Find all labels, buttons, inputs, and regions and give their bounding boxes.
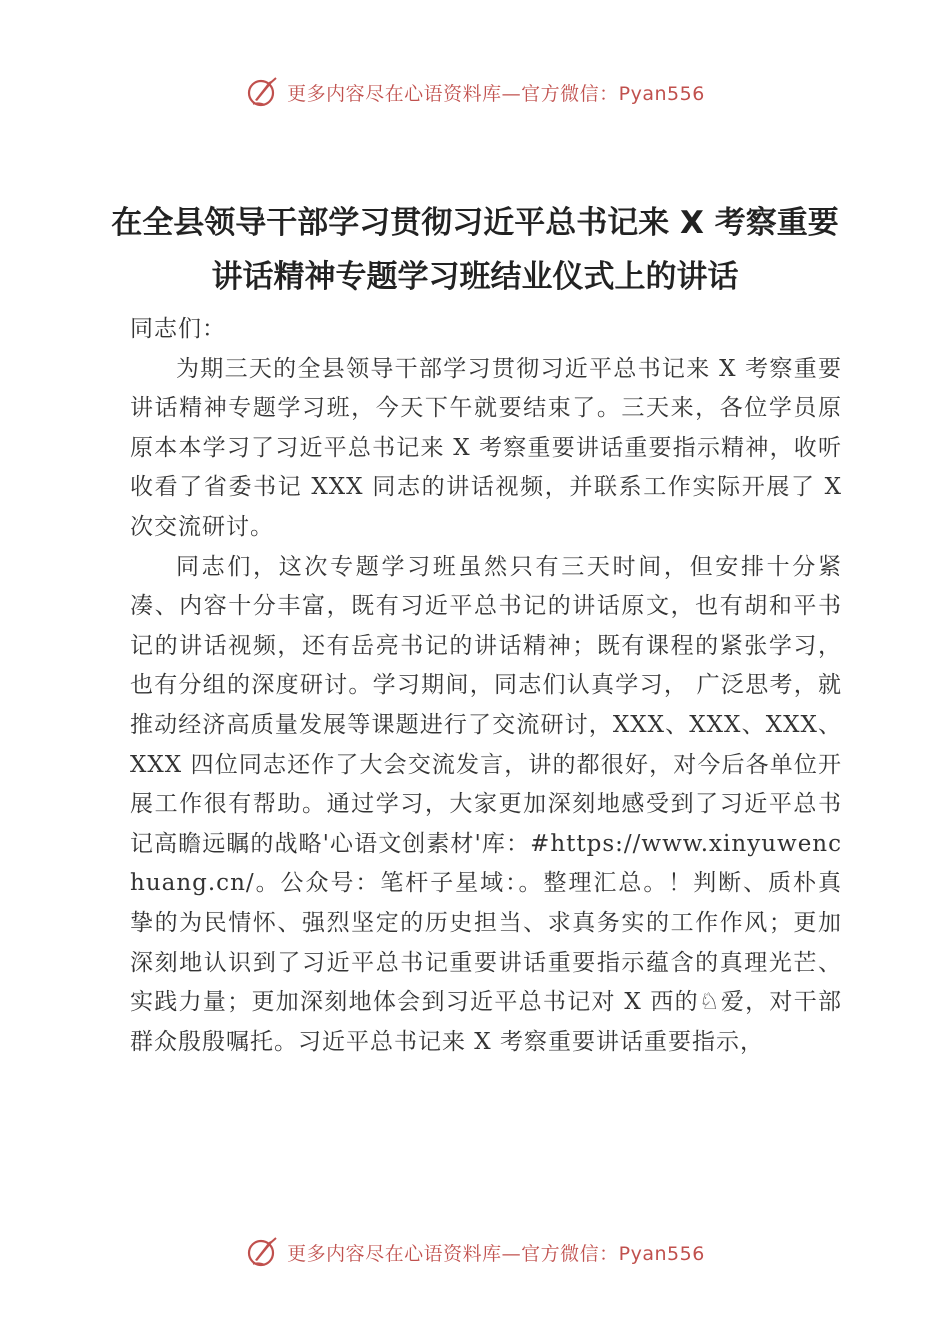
header-banner-text: 更多内容尽在心语资料库—官方微信：Pyan556 bbox=[287, 82, 705, 105]
footer-banner bbox=[0, 1232, 950, 1272]
header-wechat-handle: Pyan556 bbox=[618, 82, 705, 105]
title-line-1: 在全县领导干部学习贯彻习近平总书记来 X 考察重要 bbox=[111, 205, 839, 241]
footer-banner-text: 更多内容尽在心语资料库—官方微信：Pyan556 bbox=[287, 1242, 705, 1265]
quill-circle-logo-icon bbox=[245, 1234, 281, 1270]
document-title bbox=[0, 196, 950, 304]
document-body bbox=[130, 310, 842, 1062]
header-banner bbox=[0, 72, 950, 112]
salutation: 同志们： bbox=[130, 316, 226, 342]
paragraph-2: 同志们，这次专题学习班虽然只有三天时间，但安排十分紧凑、内容十分丰富，既有习近平总书记的讲话原文，也有胡和平书记的讲话视频，还有岳亮书记的讲话精神；既有课程的紧张学习，也有分组的深度研讨。学习期间，同志们认真学习， 广泛思考，就推动经济高质量发展等课题进行了交流研讨，XXX、XXX、XXX、XXX 四位同志还作了大会交流发言，讲的都很好，对今后各单位开展工作很有帮助。通过学习，大家更加深刻地感受到了习近平总书记高瞻远瞩的战略'心语文创素材'库：#https://www.xinyuwenchuang.cn/。公众号：笔杆子星域：。整理汇总。！判断、质朴真挚的为民情怀、强烈坚定的历史担当、求真务实的工作作风；更加深刻地认识到了习近平总书记重要讲话重要指示蕴含的真理光芒、实践力量；更加深刻地体会到习近平总书记对 X 西的♘爱，对干部群众殷殷嘱托。习近平总书记来 X 考察重要讲话重要指示， bbox=[130, 553, 842, 1055]
paragraph-1: 为期三天的全县领导干部学习贯彻习近平总书记来 X 考察重要讲话精神专题学习班，今天下午就要结束了。三天来，各位学员原原本本学习了习近平总书记来 X 考察重要讲话重要指示精神，收听收看了省委书记 XXX 同志的讲话视频，并联系工作实际开展了 X 次交流研讨。 bbox=[130, 355, 842, 540]
quill-circle-logo-icon bbox=[245, 74, 281, 110]
footer-wechat-handle: Pyan556 bbox=[618, 1242, 705, 1265]
title-line-2: 讲话精神专题学习班结业仪式上的讲话 bbox=[211, 259, 739, 295]
